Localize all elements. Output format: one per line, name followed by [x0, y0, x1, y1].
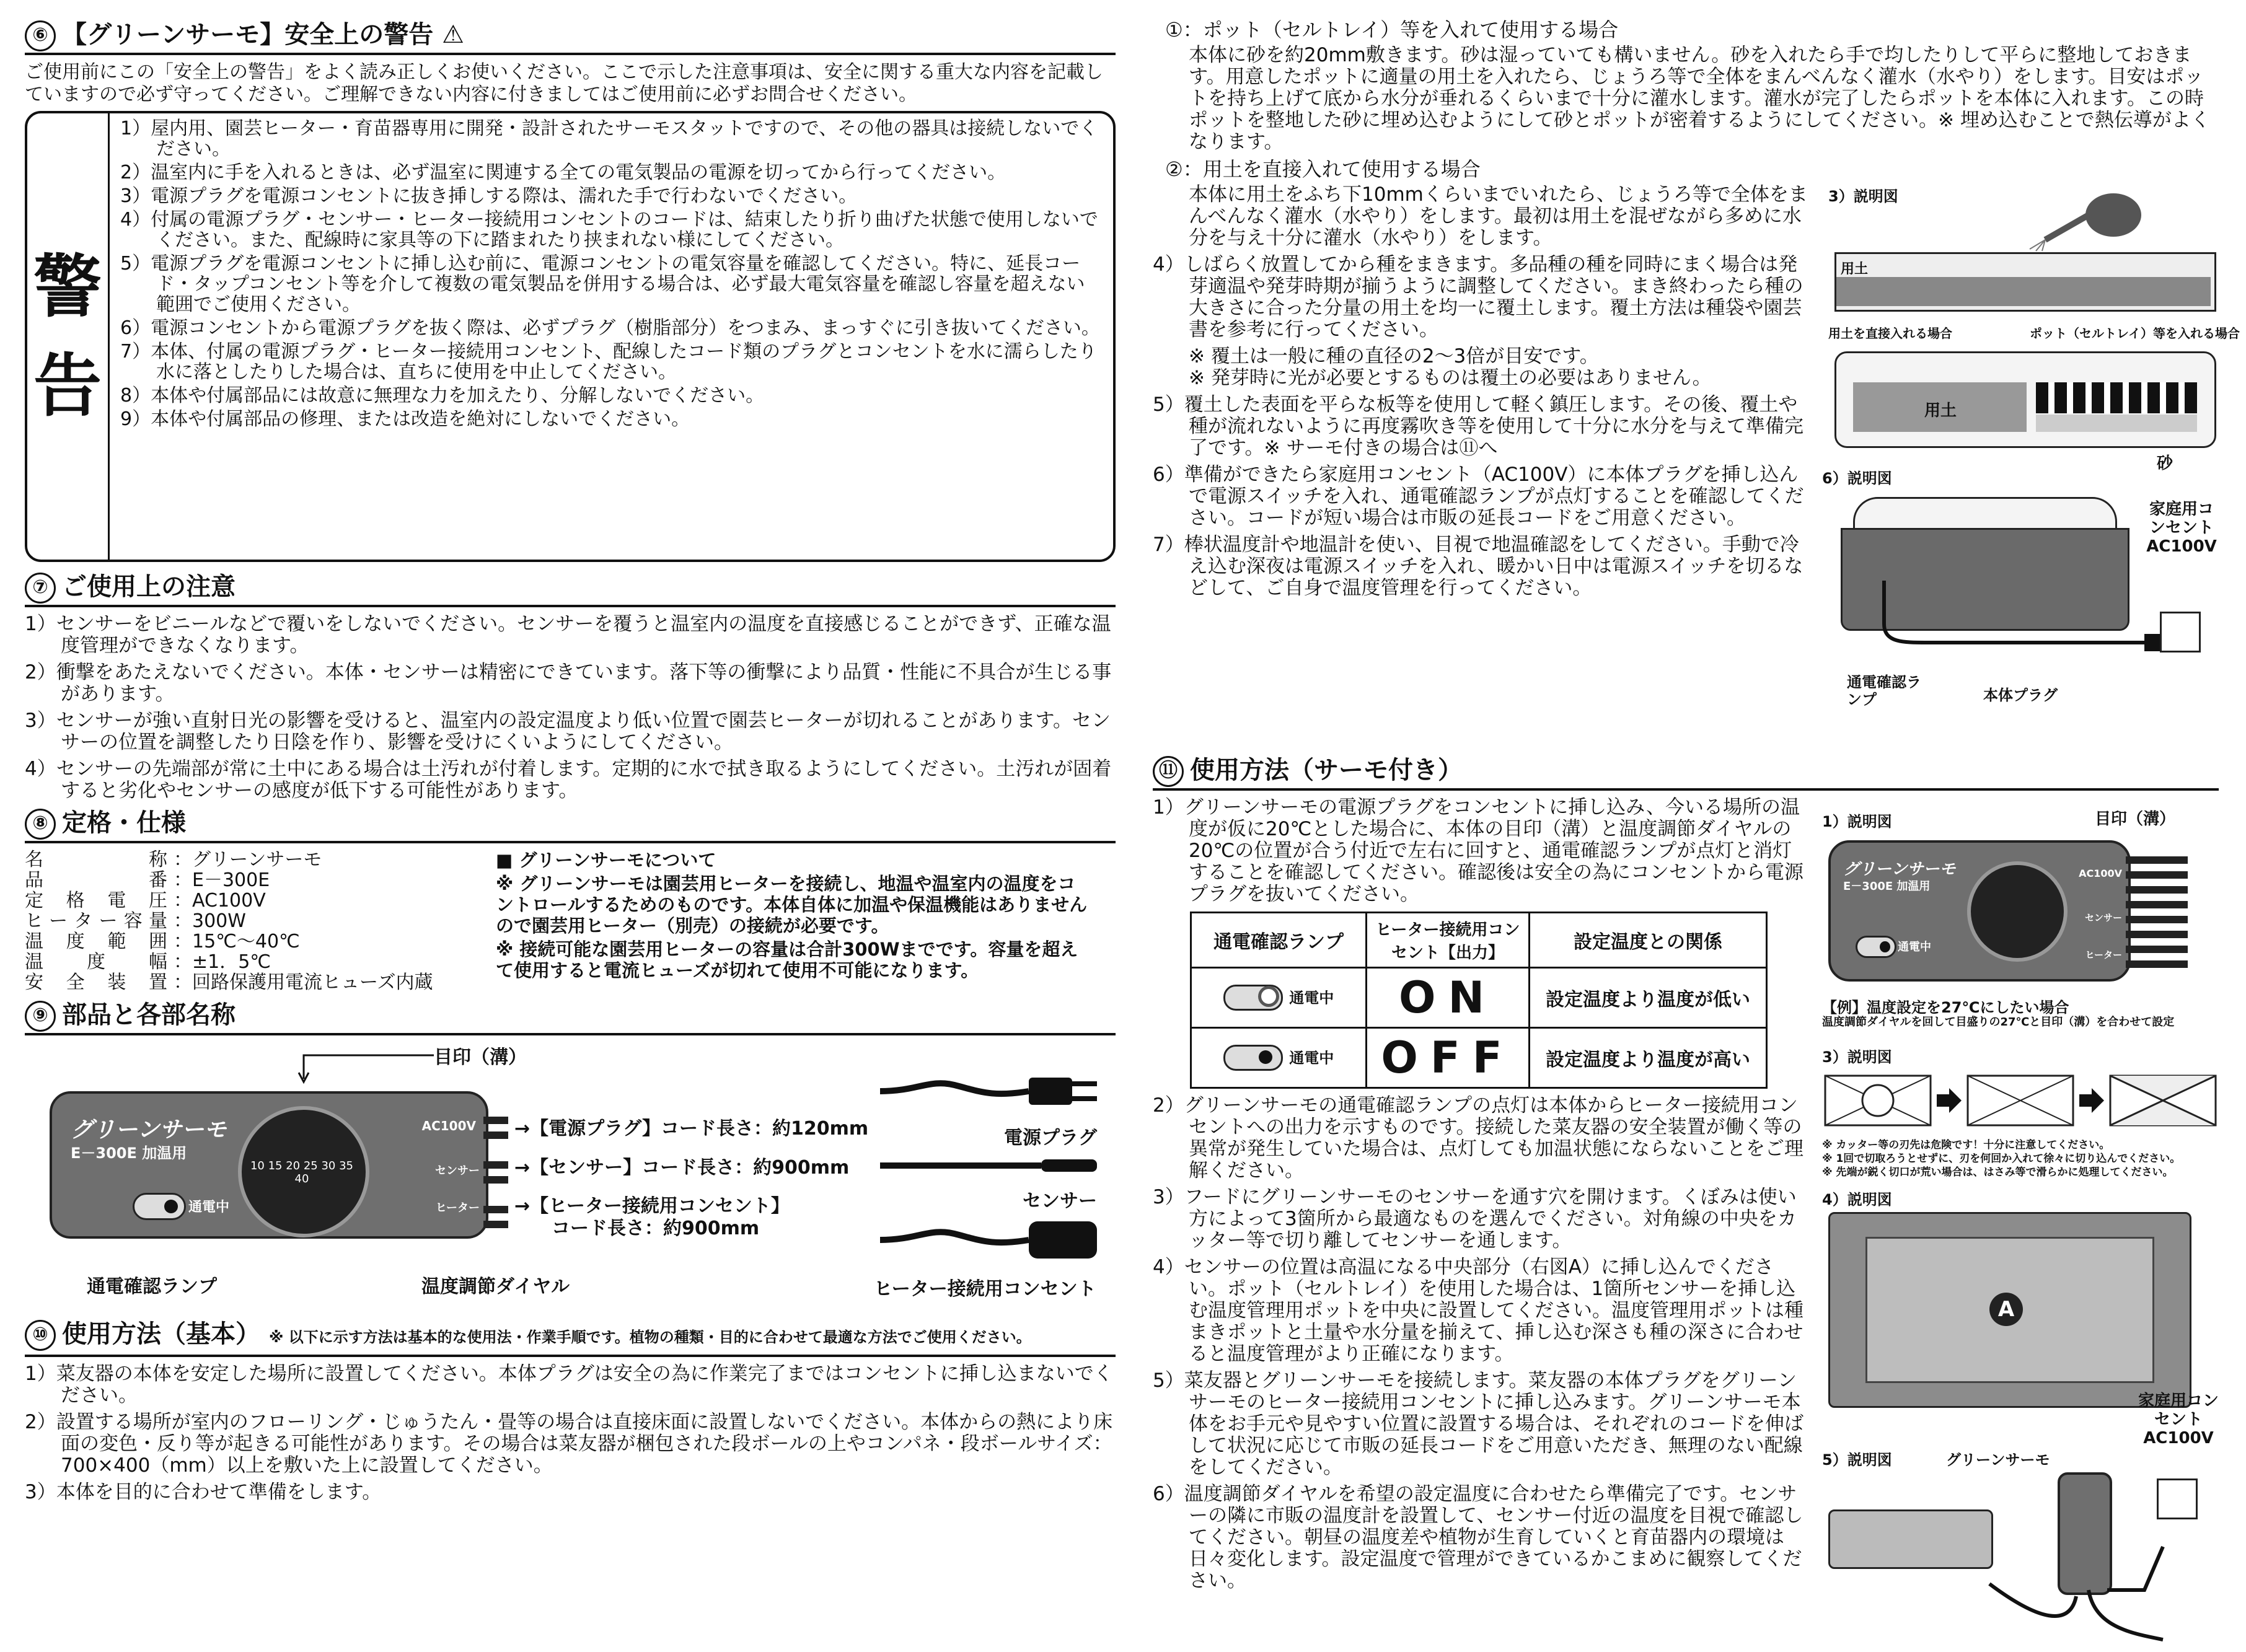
section-note: ※ 以下に示す方法は基本的な使用法・作業手順です。植物の種類・目的に合わせて最適な方法でご使用ください。	[269, 1329, 1031, 1346]
fig1-model: E－300E 加温用	[1843, 880, 1931, 893]
thermo-figures	[1822, 797, 2219, 1652]
usage-step: 5）覆土した表面を平らな板等を使用して軽く鎮圧します。その後、覆土や種が流れないように再度霧吹き等を使用して十分に水分を与えて準備完了です。※ サーモ付きの場合は⑪へ	[1153, 393, 1803, 459]
spec-row	[25, 870, 496, 890]
spec-key: 品番	[25, 869, 167, 891]
fig1-heater: ヒーター	[2085, 949, 2122, 960]
spec-key: ヒーター容量	[25, 910, 167, 932]
fig5-outlet-icon	[2157, 1478, 2198, 1519]
dial-numbers: 10 15 20 25 30 35 40	[250, 1159, 354, 1185]
spec-value: ：回路保護用電流ヒューズ内蔵	[174, 972, 433, 993]
fig4-title: 4）説明図	[1822, 1191, 1892, 1208]
output-on: ON	[1367, 968, 1530, 1028]
fig3-label-left: 用土を直接入れる場合	[1828, 326, 1952, 341]
pots-half	[2036, 382, 2197, 413]
warning-kanji-2: 告	[33, 346, 102, 426]
thermostat-body	[50, 1091, 488, 1239]
table-header-row	[1191, 913, 1767, 968]
fig1-thermostat	[1828, 840, 2131, 982]
sensor-part-label: センサー	[1023, 1190, 1097, 1212]
dial-label: 温度調節ダイヤル	[421, 1276, 570, 1298]
cord-label-sensor: →【センサー】コード長さ：約900mm	[514, 1157, 850, 1179]
outlet-illustration	[880, 1215, 1103, 1265]
fig3-title: 3）説明図	[1828, 188, 1898, 205]
lamp-status-table	[1190, 912, 1768, 1089]
soil-half-label: 用土	[1924, 402, 1957, 420]
watering-can-icon	[2027, 184, 2151, 252]
spec-value: ：AC100V	[174, 890, 266, 912]
sensor-illustration	[880, 1153, 1103, 1178]
lamp-off-cell	[1191, 1028, 1367, 1088]
spec-row	[25, 890, 496, 911]
lamp-on-text: 通電中	[1289, 989, 1334, 1007]
warning-intro: ご使用前にこの「安全上の警告」をよく読み正しくお使いください。ここで示した注意事項は、安全に関する重大な内容を記載していますので必ず守ってください。ご理解できない内容に付きましてはご使用前に必ずお問合せください。	[25, 61, 1103, 105]
sand-label: 砂	[2157, 454, 2173, 473]
heater-label: ヒーター	[435, 1202, 480, 1215]
section-number: ⑩	[25, 1320, 56, 1351]
basic-usage-item: 1）菜友器の本体を安定した場所に設置してください。本体プラグは安全の為に作業完了まではコンセントに挿し込まないでください。	[25, 1363, 1113, 1407]
mark-label: 目印（溝）	[434, 1047, 527, 1068]
section-number: ⑧	[25, 809, 56, 840]
plug-label: 電源プラグ	[1004, 1127, 1097, 1149]
fig1-lamp	[1856, 936, 1896, 958]
warning-item: 9）本体や付属部品の修理、または改造を絶対にしないでください。	[120, 408, 690, 430]
basic-steps-area	[1153, 183, 2240, 841]
fig3-label-right: ポット（セルトレイ）等を入れる場合	[2030, 326, 2240, 341]
cord-label-outlet-length: コード長さ：約900mm	[552, 1218, 760, 1239]
fig6-plug-label: 本体プラグ	[1983, 687, 2058, 704]
thermo-steps-area	[1153, 797, 2219, 1652]
spec-value: ：±1．5℃	[174, 951, 271, 973]
plug-illustration	[880, 1066, 1103, 1116]
soil-fill	[1836, 277, 2211, 306]
warning-kanji	[27, 113, 110, 560]
fig1-ac: AC100V	[2079, 868, 2122, 879]
spec-key: 温度幅	[25, 951, 167, 973]
caution-item: 4）センサーの先端部が常に土中にある場合は土汚れが付着します。定期的に水で拭き取るようにしてください。土汚れが固着すると劣化やセンサーの感度が低下する可能性があります。	[25, 758, 1112, 802]
warning-item: 6）電源コンセントから電源プラグを抜く際は、必ずプラグ（樹脂部分）をつまみ、まっすぐに引き抜いてください。	[120, 317, 1100, 339]
fig5-thermo-label: グリーンサーモ	[1946, 1451, 2050, 1469]
power-lamp	[133, 1193, 186, 1220]
spec-key: 温度範囲	[25, 931, 167, 952]
warning-item: 1）屋内用、園芸ヒーター・育苗器専用に開発・設計されたサーモスタットですので、その他の器具は接続しないでください。	[120, 118, 1098, 160]
case1-heading: ①：ポット（セルトレイ）等を入れて使用する場合	[1165, 18, 1619, 42]
fig3b-note: ※ 1回で切取ろうとせずに、刃を何回か入れて徐々に切り込んでください。	[1822, 1153, 2181, 1165]
warning-item: 8）本体や付属部品には故意に無理な力を加えたり、分解しないでください。	[120, 385, 765, 406]
fig1-brand: グリーンサーモ	[1843, 860, 1956, 879]
fig6-hood	[1853, 497, 2117, 532]
thermo-step: 3）フードにグリーンサーモのセンサーを通す穴を開けます。くぼみは使い方によって3箇所から最適なものを選んでください。対角線の中央をカッター等で切り離してセンサーを通します。	[1153, 1186, 1797, 1252]
thermo-step: 2）グリーンサーモの通電確認ランプの点灯は本体からヒーター接続用コンセントへの出力を示すものです。接続した菜友器の安全装置が働く等の異常が発生していた場合は、点灯しても加温状態にならないことをご理解ください。	[1153, 1094, 1803, 1182]
caution-item: 1）センサーをビニールなどで覆いをしないでください。センサーを覆うと温室内の温度を直接感じることができず、正確な温度管理ができなくなります。	[25, 613, 1111, 657]
fig5-title: 5）説明図	[1822, 1451, 1892, 1469]
section-title: ご使用上の注意	[62, 573, 236, 601]
about-note: ※ 接続可能な園芸用ヒーターの容量は合計300Wまでです。容量を超えて使用すると電流ヒューズが切れて使用不可能になります。	[496, 939, 1078, 981]
basic-usage-item: 3）本体を目的に合わせて準備をします。	[25, 1481, 382, 1503]
section-7-heading	[25, 571, 1116, 607]
fig1-title: 1）説明図	[1822, 813, 1892, 830]
warning-list	[120, 118, 1101, 433]
warning-item: 3）電源プラグを電源コンセントに抜き挿しする際は、濡れた手で行わないでください。	[120, 185, 858, 207]
spec-key: 定格電圧	[25, 890, 167, 912]
warning-kanji-1: 警	[33, 247, 102, 327]
case2-text: 本体に用土をふち下10mmくらいまでいれたら、じょうろ等で全体をまんべんなく灌水（水やり）をします。最初は用土を混ぜながら多めに水分を与え十分に灌水（水やり）をします。	[1189, 183, 1808, 249]
soil-label: 用土	[1841, 261, 1869, 277]
fig5-outlet-label: 家庭用コンセントAC100V	[2138, 1392, 2219, 1448]
fig3b-note: ※ カッター等の刃先は危険です！十分に注意してください。	[1822, 1139, 2110, 1151]
section-number: ⑪	[1153, 756, 1184, 787]
fig6-lamp-label: 通電確認ランプ	[1847, 674, 1921, 708]
usage-note: ※ 覆土は一般に種の直径の2～3倍が目安です。	[1189, 345, 1599, 367]
spec-row	[25, 972, 496, 993]
spec-value: ：300W	[174, 910, 246, 932]
section-9-heading	[25, 999, 1116, 1035]
spec-row	[25, 850, 496, 870]
section-title: 使用方法（サーモ付き）	[1190, 756, 1463, 784]
spec-value: ：E－300E	[174, 869, 270, 891]
fig5-cords	[1884, 1522, 2219, 1646]
warning-item: 2）温室内に手を入れるときは、必ず温室に関連する全ての電気製品の電源を切ってから行ってください。	[120, 162, 1006, 183]
right-column	[1153, 18, 2240, 1652]
table-row	[1191, 968, 1767, 1028]
about-heading: ■ グリーンサーモについて	[496, 850, 716, 871]
hole-cutting-steps	[1822, 1070, 2219, 1131]
thermo-step: 1）グリーンサーモの電源プラグをコンセントに挿し込み、今いる場所の温度が仮に20℃とした場合に、本体の目印（溝）と温度調節ダイヤルの20℃の位置が合う付近で左右に回すと、通電確認ランプが点灯と消灯することを確認してください。確認後は安全の為にコンセントから電源プラグを抜いてください。	[1153, 796, 1803, 905]
fig1-example-detail: 温度調節ダイヤルを回して目盛りの27℃と目印（溝）を合わせて設定	[1822, 1016, 2175, 1029]
fig3b-note: ※ 先端が鋭く切口が荒い場合は、はさみ等で滑らかに処理してください。	[1822, 1166, 2173, 1179]
about-note: ※ グリーンサーモは園芸用ヒーターを接続し、地温や温室内の温度をコントロールするためのものです。本体自体に加温や保温機能はありませんので園芸用ヒーター（別売）の接続が必要です。	[496, 873, 1088, 936]
cord-stubs	[483, 1113, 508, 1232]
fig1-sensor: センサー	[2084, 912, 2122, 923]
spec-table	[25, 850, 496, 993]
lamp-on-cell	[1191, 968, 1367, 1028]
thermo-steps-text	[1153, 797, 1810, 1597]
output-off: OFF	[1367, 1028, 1530, 1088]
spec-block	[25, 850, 1116, 993]
model-label: E－300E 加温用	[71, 1145, 187, 1162]
table-header: 設定温度との関係	[1530, 913, 1767, 968]
section-title: 使用方法（基本）	[62, 1320, 260, 1348]
ac-label: AC100V	[421, 1118, 476, 1133]
table-header: ヒーター接続用コンセント【出力】	[1367, 913, 1530, 968]
fig1-example: 【例】温度設定を27℃にしたい場合	[1822, 999, 2069, 1016]
lamp-off-text: 通電中	[1289, 1049, 1334, 1067]
section-title: 【グリーンサーモ】安全上の警告 ⚠	[62, 20, 464, 49]
fig1-lamp-text: 通電中	[1898, 941, 1931, 954]
spec-row	[25, 952, 496, 972]
spec-value: ：15℃～40℃	[174, 931, 300, 952]
section-number: ⑨	[25, 1001, 56, 1032]
fig6-cord	[1878, 556, 2188, 655]
spec-row	[25, 911, 496, 931]
basic-steps-text	[1153, 184, 1810, 604]
thermo-step: 5）菜友器とグリーンサーモを接続します。菜友器の本体プラグをグリーンサーモのヒーター接続用コンセントに挿し込みます。グリーンサーモ本体をお手元や見やすい位置に設置する場合は、それぞれのコードを伸ばして状況に応じて市販の延長コードをご用意いただき、無理のない配線をしてください。	[1153, 1369, 1803, 1478]
caution-item: 2）衝撃をあたえないでください。本体・センサーは精密にできています。落下等の衝撃により品質・性能に不具合が生じる事があります。	[25, 661, 1112, 705]
thermo-step: 4）センサーの位置は高温になる中央部分（右図A）に挿し込んでください。ポット（セルトレイ）を使用した場合は、1箇所センサーを挿し込む温度管理用ポットを中央に設置してください。温度管理用ポットは種まきポットと土量や水分量を揃えて、挿し込む深さも種の深さに合わせると温度管理がより正確になります。	[1153, 1256, 1803, 1365]
sand-layer	[2036, 415, 2197, 432]
basic-figures	[1822, 184, 2240, 841]
table-row	[1191, 1028, 1767, 1088]
cord-label-plug: →【電源プラグ】コード長さ：約120mm	[514, 1118, 869, 1140]
warning-item: 5）電源プラグを電源コンセントに挿し込む前に、電源コンセントの電気容量を確認してください。特に、延長コード・タップコンセント等を介して複数の電気製品を併用する場合は、必ず最大電気容量を確認し容量を超えない範囲でご使用ください。	[120, 253, 1085, 315]
relation-off: 設定温度より温度が高い	[1530, 1028, 1767, 1088]
warning-box	[25, 111, 1116, 562]
spec-key: 名称	[25, 849, 167, 871]
temperature-dial[interactable]	[238, 1106, 369, 1237]
section-title: 部品と各部名称	[62, 1001, 236, 1029]
section-number: ⑥	[25, 20, 56, 51]
section-10-heading	[25, 1318, 1116, 1357]
usage-note: ※ 発芽時に光が必要とするものは覆土の必要はありません。	[1189, 367, 1712, 389]
usage-step: 7）棒状温度計や地温計を使い、目視で地温確認をしてください。手動で冷え込む深夜は電源スイッチを入れ、暖かい日中は電源スイッチを切るなどして、ご自身で温度管理を行ってください。	[1153, 534, 1803, 599]
fig6-outlet-label: 家庭用コンセントAC100V	[2146, 500, 2217, 556]
section-11-heading	[1153, 754, 2219, 791]
warning-item: 7）本体、付属の電源プラグ・ヒーター接続用コンセント、配線したコード類のプラグとコンセントを水に濡らしたり水に落としたりした場合は、直ちに使用を中止してください。	[120, 341, 1097, 383]
spec-value: ：グリーンサーモ	[174, 849, 322, 871]
case1-text: 本体に砂を約20mm敷きます。砂は湿っていても構いません。砂を入れたら手で均したりして平らに整地しておきます。用意したポットに適量の用土を入れたら、じょうろ等で全体をまんべんなく灌水（水やり）をします。目安はポットを持ち上げて底から水分が垂れるくらいまで十分に灌水します。灌水が完了したらポットを本体に入れます。この時ポットを整地した砂に埋め込むようにして砂とポットが密着するようにしてください。※ 埋め込むことで熱伝導がよくなります。	[1189, 44, 2210, 153]
mark-leader-line	[291, 1048, 440, 1085]
section-8-heading	[25, 807, 1116, 843]
cord-label-outlet: →【ヒーター接続用コンセント】	[514, 1195, 790, 1217]
fig3b-title: 3）説明図	[1822, 1048, 1892, 1066]
outlet-label: ヒーター接続用コンセント	[874, 1278, 1096, 1300]
fig6-title: 6）説明図	[1822, 470, 1892, 487]
basic-usage-item: 2）設置する場所が室内のフローリング・じゅうたん・畳等の場合は直接床面に設置しないでください。本体からの熱により床面の変色・反り等が起きる可能性があります。その場合は菜友器が梱包された段ボールの上やコンパネ・段ボールサイズ：700×400（mm）以上を敷いた上に設置してください。	[25, 1411, 1113, 1477]
left-column	[25, 19, 1116, 1508]
section-6-heading	[25, 19, 1116, 55]
section-title: 定格・仕様	[62, 809, 186, 837]
thermo-step: 6）温度調節ダイヤルを希望の設定温度に合わせたら準備完了です。センサーの隣に市販の温度計を設置して、センサー付近の温度を目視で確認してください。朝昼の温度差や植物が生育していくと育苗器内の環境は日々変化します。設定温度で管理ができているかこまめに観察してください。	[1153, 1483, 1803, 1592]
usage-step: 4）しばらく放置してから種をまきます。多品種の種を同時にまく場合は発芽適温や発芽時期が揃うように調整してください。まき終わったら種の大きさに合った分量の用土を均一に覆土します。覆土方法は種袋や園芸書を参考に行ってください。	[1153, 253, 1803, 341]
spec-row	[25, 931, 496, 952]
wall-outlet-icon	[2160, 612, 2201, 652]
fig1-cords	[2126, 853, 2188, 972]
usage-step: 6）準備ができたら家庭用コンセント（AC100V）に本体プラグを挿し込んで電源スイッチを入れ、通電確認ランプが点灯することを確認してください。コードが短い場合は市販の延長コードをご用意ください。	[1153, 464, 1804, 529]
lamp-label: 通電確認ランプ	[87, 1276, 217, 1298]
case2-heading: ②：用土を直接入れて使用する場合	[1165, 157, 1481, 181]
fig4-a-marker: A	[1989, 1293, 2023, 1326]
parts-diagram	[25, 1042, 1116, 1314]
table-header: 通電確認ランプ	[1191, 913, 1367, 968]
fig1-dial[interactable]	[1967, 861, 2068, 962]
relation-on: 設定温度より温度が低い	[1530, 968, 1767, 1028]
fig1-mark: 目印（溝）	[2095, 810, 2176, 828]
brand-logo: グリーンサーモ	[71, 1117, 227, 1143]
about-block	[496, 850, 1091, 993]
caution-item: 3）センサーが強い直射日光の影響を受けると、温室内の設定温度より低い位置で園芸ヒーターが切れることがあります。センサーの位置を調整したり日陰を作り、影響を受けにくいようにしてください。	[25, 710, 1111, 754]
warning-item: 4）付属の電源プラグ・センサー・ヒーター接続用コンセントのコードは、結束したり折り曲げた状態で使用しないでください。また、配線時に家具等の下に踏まれたり挟まれない様にしてください。	[120, 209, 1098, 251]
spec-key: 安全装置	[25, 972, 167, 993]
lamp-text: 通電中	[188, 1200, 230, 1215]
section-number: ⑦	[25, 573, 56, 604]
sensor-label: センサー	[435, 1164, 480, 1177]
